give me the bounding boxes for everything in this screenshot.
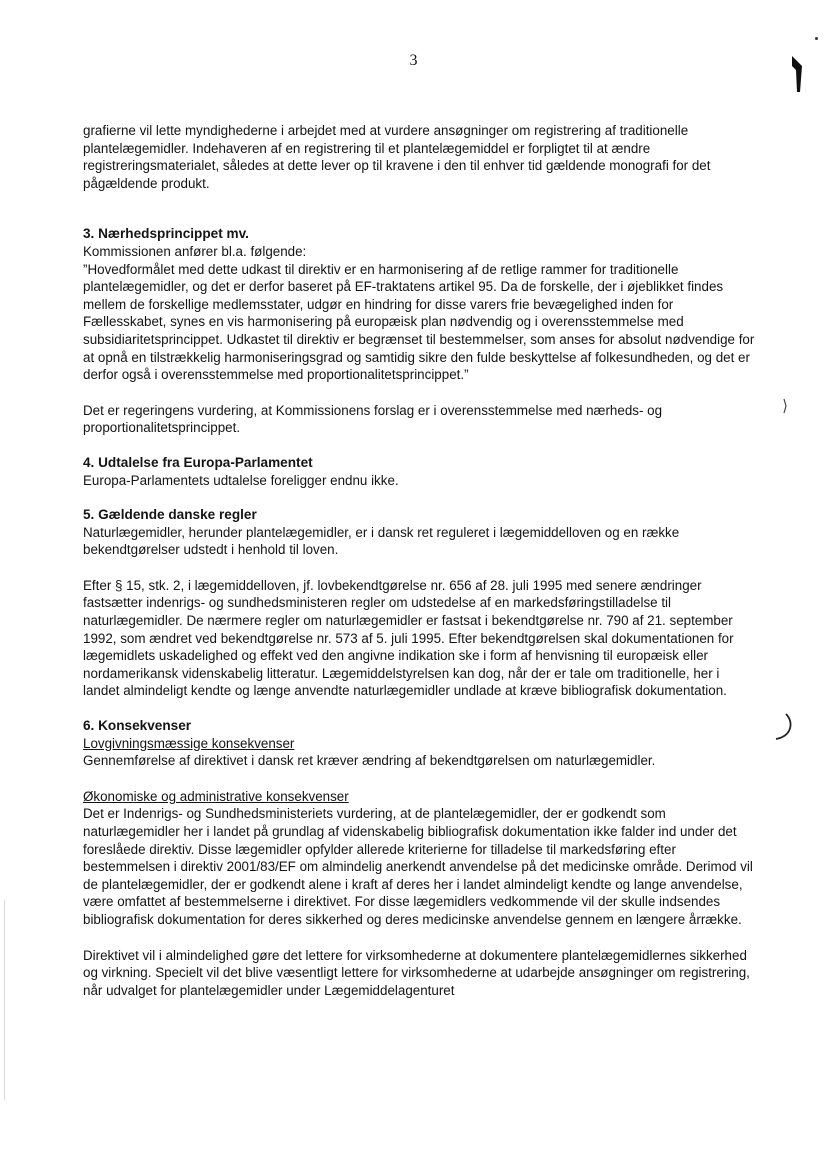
scan-edge-line (4, 900, 5, 1100)
section-heading: 3. Nærhedsprincippet mv. (83, 226, 249, 242)
document-body (83, 122, 758, 999)
paragraph: ”Hovedformålet med dette udkast til direktiv er en harmonisering af de retlige rammer for traditionelle plantelægemidler, og det er derfor baseret på EF-traktatens artikel 95. Da de forskelle, der i øjeblikket findes mellem de forskellige medlemsstater, udgør en hindring for disse varers frie bevægelighed inden for Fællesskabet, synes en vis harmonisering på europæisk plan nødvendig og i overensstemmelse med subsidiaritetsprincippet. Udkastet til direktiv er begrænset til bestemmelser, som anses for absolut nødvendige for at opnå en tilstrækkelig harmoniseringsgrad og samtidig sikre den fulde beskyttelse af folkesundheden, og det er derfor også i overensstemmelse med proportionalitetsprincippet.” (83, 261, 755, 383)
paragraph: Europa-Parlamentets udtalelse foreligger endnu ikke. (83, 472, 399, 488)
page-number: 3 (409, 52, 418, 69)
paragraph: Naturlægemidler, herunder plantelægemidler, er i dansk ret reguleret i lægemiddelloven og en række bekendtgørelser udstedt i henhold til loven. (83, 524, 680, 558)
paragraph: Kommissionen anfører bl.a. følgende: (83, 243, 307, 259)
section-heading: 4. Udtalelse fra Europa-Parlamentet (83, 454, 313, 470)
arrow-mark-icon (790, 52, 804, 94)
paragraph: Efter § 15, stk. 2, i lægemiddelloven, jf. lovbekendtgørelse nr. 656 af 28. juli 1995 med senere ændringer fastsætter indenrigs- og sundhedsministeren regler om udstedelse af en markedsføringstilladelse til naturlægemidler. De nærmere regler om naturlægemidler er fastsat i bekendtgørelse nr. 790 af 21. september 1992, som ændret ved bekendtgørelse nr. 573 af 5. juli 1995. Efter bekendtgørelsen skal dokumentationen for lægemidlets uskadelighed og effekt ved den angivne indikation ske i form af henvisning til europæisk eller nordamerikansk videnskabelig litteratur. Lægemiddelstyrelsen kan dog, når der er tale om traditionelle, her i landet almindeligt kendte og længe anvendte naturlægemidler undlade at kræve bibliografisk dokumentation. (83, 577, 734, 699)
paragraph: Direktivet vil i almindelighed gøre det lettere for virksomhederne at dokumentere plantelægemidlernes sikkerhed og virkning. Specielt vil det blive væsentligt lettere for virksomhederne at udarbejde ansøgninger om registrering, når udvalget for plantelægemidler under Lægemiddelagenturet (83, 947, 750, 998)
margin-tick-mark-icon (782, 398, 788, 414)
paragraph: Gennemførelse af direktivet i dansk ret kræver ændring af bekendtgørelsen om naturlægemidler. (83, 753, 656, 769)
subsection-heading: Lovgivningsmæssige konsekvenser (83, 735, 295, 751)
speck-mark (815, 37, 818, 40)
subsection-heading: Økonomiske og administrative konsekvenser (83, 788, 349, 804)
section-heading: 5. Gældende danske regler (83, 507, 257, 523)
section-heading: 6. Konsekvenser (83, 718, 192, 734)
paragraph: Det er Indenrigs- og Sundhedsministeriets vurdering, at de plantelægemidler, der er godkendt som naturlægemidler her i landet på grundlag af videnskabelig bibliografisk dokumentation ikke falder ind under det foreslåede direktiv. Disse lægemidler opfylder allerede kriterierne for tilladelse til markedsføring efter bestemmelsen i direktiv 2001/83/EF om almindelig anerkendt anvendelse på det medicinske område. Derimod vil de plantelægemidler, der er godkendt alene i kraft af deres her i landet almindeligt kendte og lange anvendelse, være omfattet af bestemmelserne i direktivet. For disse lægemidlers vedkommende vil der skulle indsendes bibliografisk dokumentation for deres sikkerhed og deres medicinske anvendelse gennem en længere årrække. (83, 806, 753, 927)
paragraph: grafierne vil lette myndighederne i arbejdet med at vurdere ansøgninger om registrering af traditionelle plantelægemidler. Indehaveren af en registrering til et plantelægemiddel er forpligtet til at ændre registreringsmaterialet, således at dette lever op til kravene i den til enhver tid gældende monografi for det pågældende produkt. (83, 123, 711, 191)
paragraph: Det er regeringens vurdering, at Kommissionens forslag er i overensstemmelse med nærheds- og proportionalitetsprincippet. (83, 402, 663, 436)
closing-bracket-mark-icon (770, 712, 796, 742)
